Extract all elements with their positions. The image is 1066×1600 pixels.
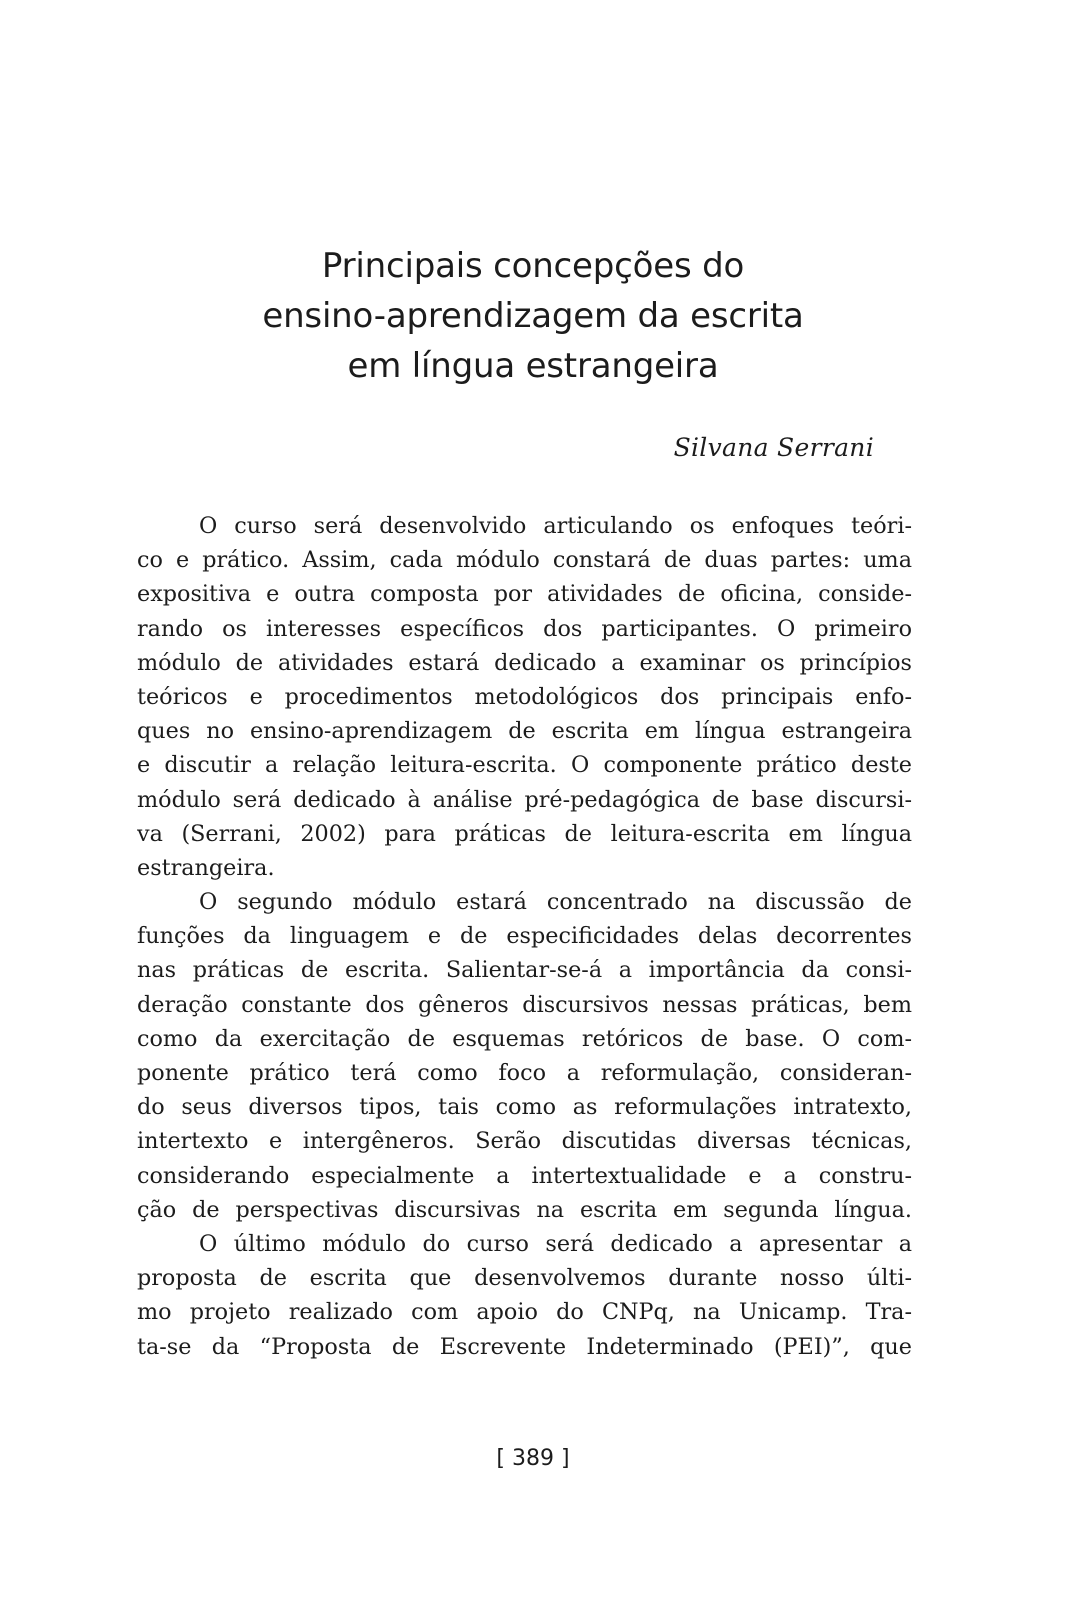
text-line: co e prático. Assim, cada módulo constará de duas partes: uma — [137, 547, 912, 574]
text-line: considerando especialmente a intertextualidade e a constru- — [137, 1162, 912, 1189]
text-line: O curso será desenvolvido articulando os enfoques teóri- — [199, 513, 912, 539]
title-line: Principais concepções do — [321, 246, 745, 286]
text-line: teóricos e procedimentos metodológicos dos principais enfo- — [137, 683, 912, 710]
text-line: funções da linguagem e de especificidades delas decorrentes — [137, 923, 912, 950]
title-line: em língua estrangeira — [347, 346, 719, 386]
text-line: deração constante dos gêneros discursivos nessas práticas, bem — [137, 991, 912, 1018]
text-line: do seus diversos tipos, tais como as reformulações intratexto, — [137, 1094, 912, 1121]
text-line: mo projeto realizado com apoio do CNPq, na Unicamp. Tra- — [137, 1299, 912, 1326]
text-line: rando os interesses específicos dos participantes. O primeiro — [137, 615, 912, 642]
text-line: intertexto e intergêneros. Serão discutidas diversas técnicas, — [137, 1128, 912, 1155]
text-line: módulo será dedicado à análise pré-pedagógica de base discursi- — [137, 786, 912, 813]
text-line: nas práticas de escrita. Salientar-se-á a importância da consi- — [137, 957, 912, 984]
text-line: ção de perspectivas discursivas na escrita em segunda língua. — [137, 1196, 912, 1223]
text-line: O último módulo do curso será dedicado a apresentar a — [199, 1230, 912, 1257]
text-line: O segundo módulo estará concentrado na discussão de — [199, 889, 912, 916]
text-line: ponente prático terá como foco a reformulação, consideran- — [137, 1060, 912, 1086]
paragraph-1 — [137, 509, 912, 885]
text-line: expositiva e outra composta por atividades de oficina, conside- — [137, 581, 912, 608]
text-line: e discutir a relação leitura-escrita. O componente prático deste — [137, 752, 912, 779]
chapter-title — [0, 241, 1066, 391]
page-number: [ 389 ] — [496, 1446, 570, 1471]
paragraph-2 — [137, 885, 912, 1227]
body-text — [137, 509, 912, 1364]
text-line: ques no ensino-aprendizagem de escrita em língua estrangeira — [137, 718, 912, 745]
text-line: va (Serrani, 2002) para práticas de leitura-escrita em língua — [137, 820, 912, 847]
text-line: como da exercitação de esquemas retóricos de base. O com- — [137, 1025, 912, 1052]
text-line: proposta de escrita que desenvolvemos durante nosso últi- — [137, 1265, 912, 1292]
text-line: estrangeira. — [137, 854, 275, 881]
text-line: ta-se da “Proposta de Escrevente Indeterminado (PEI)”, que — [137, 1333, 912, 1360]
title-line: ensino-aprendizagem da escrita — [262, 296, 804, 336]
paragraph-3 — [137, 1227, 912, 1364]
text-line: módulo de atividades estará dedicado a examinar os princípios — [137, 649, 912, 676]
author-name: Silvana Serrani — [673, 433, 874, 462]
